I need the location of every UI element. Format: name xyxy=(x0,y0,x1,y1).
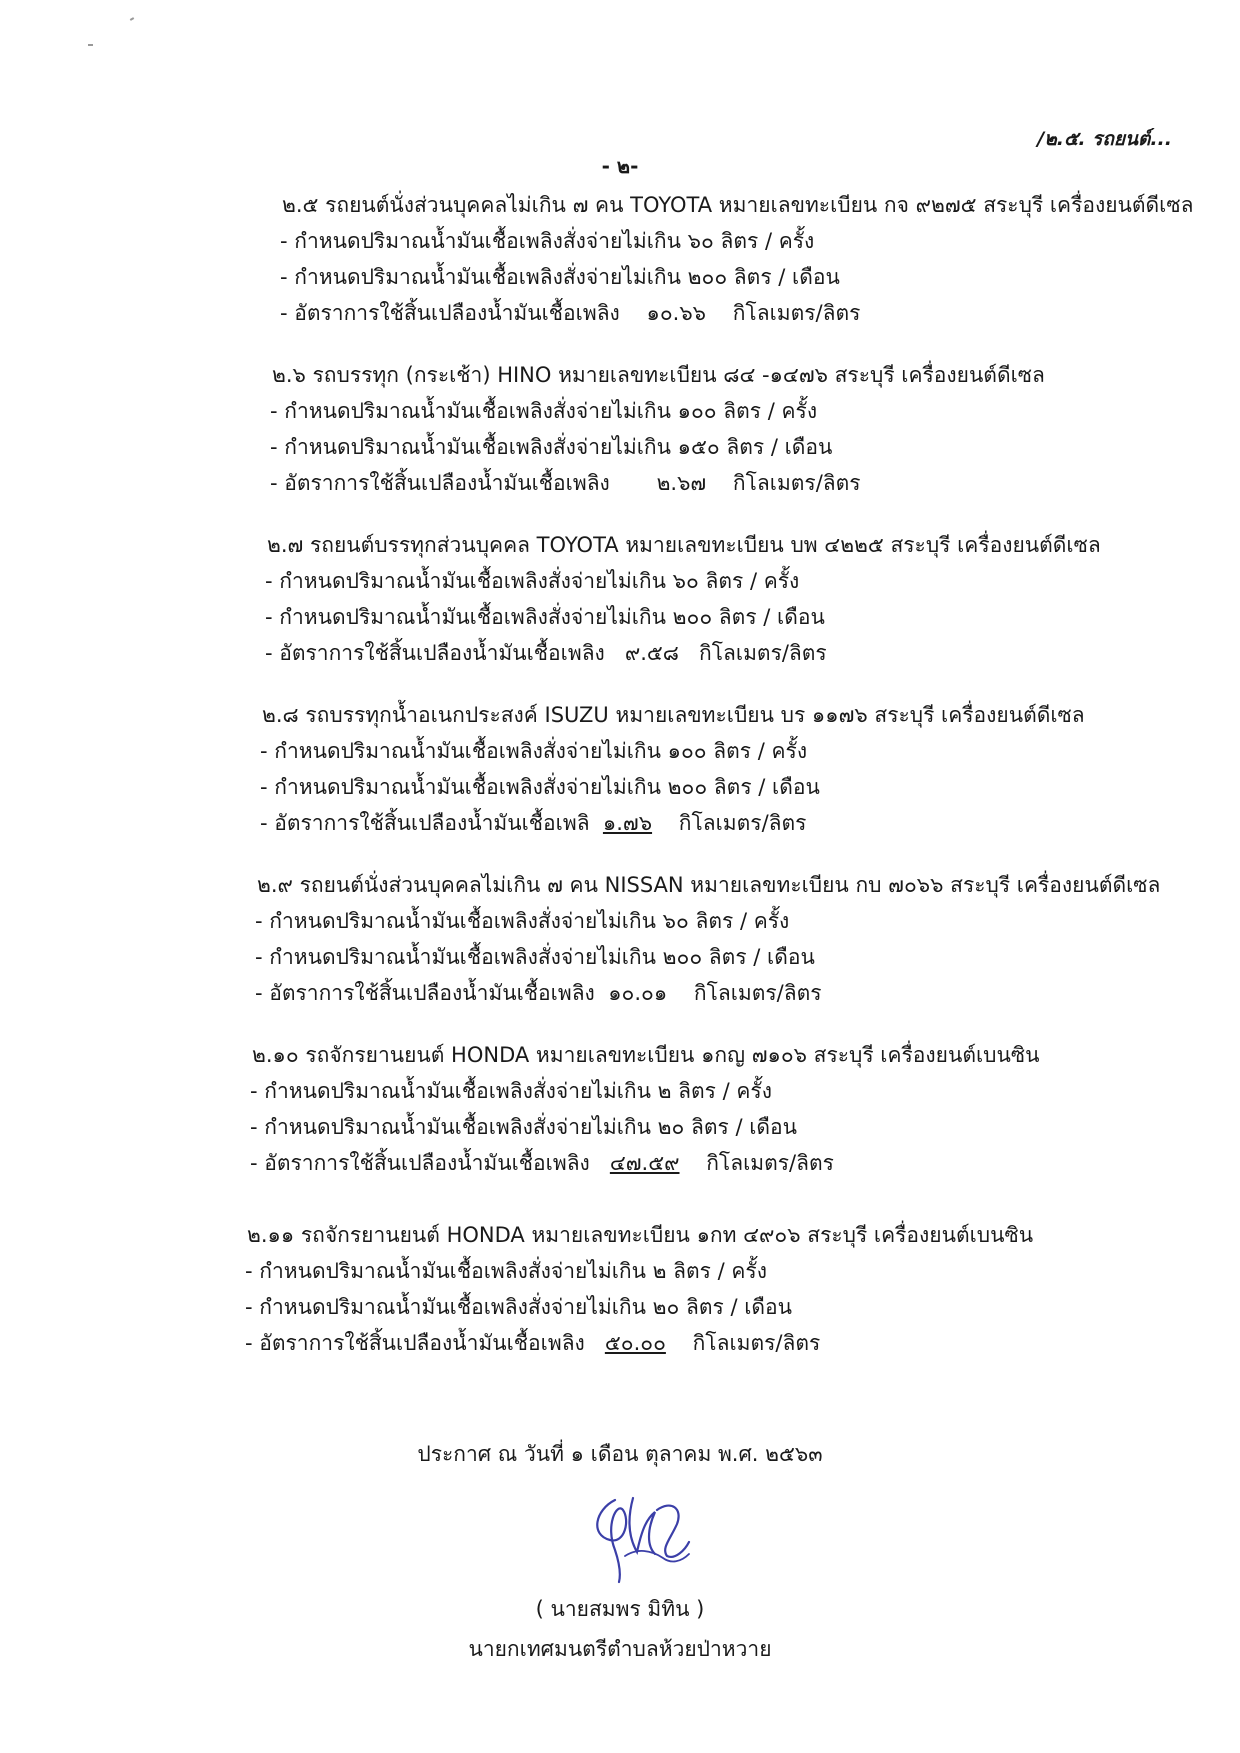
rate-value: ๑๐.๐๑ xyxy=(608,981,668,1005)
section-title: ๒.๑๐ รถจักรยานยนต์ HONDA หมายเลขทะเบียน ๑กญ ๗๑๐๖ สระบุรี เครื่องยนต์เบนซิน xyxy=(252,1043,1040,1067)
rate-unit: กิโลเมตร/ลิตร xyxy=(706,1151,834,1175)
consumption-rate xyxy=(255,975,1160,1011)
scan-speck xyxy=(88,44,93,46)
vehicle-section xyxy=(262,697,1085,841)
consumption-rate xyxy=(260,805,1085,841)
consumption-rate xyxy=(250,1145,1039,1181)
rate-unit: กิโลเมตร/ลิตร xyxy=(692,1331,821,1355)
per-trip-limit: - กำหนดปริมาณน้ำมันเชื้อเพลิงสั่งจ่ายไม่เกิน ๒ ลิตร / ครั้ง xyxy=(245,1259,767,1283)
rate-label: - อัตราการใช้สิ้นเปลืองน้ำมันเชื้อเพลิง xyxy=(250,1151,590,1175)
rate-value: ๙.๕๘ xyxy=(624,641,680,665)
per-month-limit: - กำหนดปริมาณน้ำมันเชื้อเพลิงสั่งจ่ายไม่เกิน ๒๐๐ ลิตร / เดือน xyxy=(265,605,825,629)
rate-label: - อัตราการใช้สิ้นเปลืองน้ำมันเชื้อเพลิง xyxy=(280,301,620,325)
rate-unit: กิโลเมตร/ลิตร xyxy=(732,471,861,495)
rate-value: ๒.๖๗ xyxy=(656,471,707,495)
section-title: ๒.๙ รถยนต์นั่งส่วนบุคคลไม่เกิน ๗ คน NISSAN หมายเลขทะเบียน กบ ๗๐๖๖ สระบุรี เครื่องยนต์ดีเซล xyxy=(257,873,1161,897)
scan-speck xyxy=(130,17,134,21)
per-trip-limit: - กำหนดปริมาณน้ำมันเชื้อเพลิงสั่งจ่ายไม่เกิน ๑๐๐ ลิตร / ครั้ง xyxy=(270,399,818,423)
signature-image xyxy=(585,1490,695,1585)
vehicle-section xyxy=(282,187,1193,331)
continuation-marker: /๒.๕. รถยนต์... xyxy=(1037,128,1172,150)
vehicle-section xyxy=(257,867,1160,1011)
per-month-limit: - กำหนดปริมาณน้ำมันเชื้อเพลิงสั่งจ่ายไม่เกิน ๒๐ ลิตร / เดือน xyxy=(245,1295,792,1319)
per-trip-limit: - กำหนดปริมาณน้ำมันเชื้อเพลิงสั่งจ่ายไม่เกิน ๑๐๐ ลิตร / ครั้ง xyxy=(260,739,808,763)
signer-name: ( นายสมพร มิทิน ) xyxy=(535,1597,705,1621)
per-month-limit: - กำหนดปริมาณน้ำมันเชื้อเพลิงสั่งจ่ายไม่เกิน ๒๐๐ ลิตร / เดือน xyxy=(255,945,815,969)
section-title: ๒.๖ รถบรรทุก (กระเช้า) HINO หมายเลขทะเบียน ๘๔ -๑๔๗๖ สระบุรี เครื่องยนต์ดีเซล xyxy=(272,363,1045,387)
rate-value: ๕๐.๐๐ xyxy=(604,1331,666,1355)
rate-value: ๑๐.๖๖ xyxy=(646,301,707,325)
rate-value: ๔๗.๕๙ xyxy=(609,1151,680,1175)
rate-label: - อัตราการใช้สิ้นเปลืองน้ำมันเชื้อเพลิ xyxy=(260,811,590,835)
rate-value: ๑.๗๖ xyxy=(602,811,653,835)
per-month-limit: - กำหนดปริมาณน้ำมันเชื้อเพลิงสั่งจ่ายไม่เกิน ๒๐ ลิตร / เดือน xyxy=(250,1115,797,1139)
vehicle-section xyxy=(247,1217,1033,1361)
per-trip-limit: - กำหนดปริมาณน้ำมันเชื้อเพลิงสั่งจ่ายไม่เกิน ๖๐ ลิตร / ครั้ง xyxy=(280,229,815,253)
rate-label: - อัตราการใช้สิ้นเปลืองน้ำมันเชื้อเพลิง xyxy=(265,641,605,665)
consumption-rate xyxy=(270,465,1045,501)
section-title: ๒.๑๑ รถจักรยานยนต์ HONDA หมายเลขทะเบียน ๑กท ๔๙๐๖ สระบุรี เครื่องยนต์เบนซิน xyxy=(247,1223,1034,1247)
rate-label: - อัตราการใช้สิ้นเปลืองน้ำมันเชื้อเพลิง xyxy=(270,471,610,495)
rate-unit: กิโลเมตร/ลิตร xyxy=(678,811,807,835)
per-trip-limit: - กำหนดปริมาณน้ำมันเชื้อเพลิงสั่งจ่ายไม่เกิน ๒ ลิตร / ครั้ง xyxy=(250,1079,772,1103)
consumption-rate xyxy=(245,1325,1033,1361)
rate-unit: กิโลเมตร/ลิตร xyxy=(699,641,827,665)
vehicle-section xyxy=(252,1037,1039,1181)
rate-label: - อัตราการใช้สิ้นเปลืองน้ำมันเชื้อเพลิง xyxy=(255,981,595,1005)
page-number: - ๒- xyxy=(601,154,639,178)
announcement-date: ประกาศ ณ วันที่ ๑ เดือน ตุลาคม พ.ศ. ๒๕๖๓ xyxy=(417,1442,823,1466)
vehicle-section xyxy=(267,527,1101,671)
signer-title: นายกเทศมนตรีตำบลห้วยป่าหวาย xyxy=(468,1637,772,1661)
rate-unit: กิโลเมตร/ลิตร xyxy=(693,981,822,1005)
per-month-limit: - กำหนดปริมาณน้ำมันเชื้อเพลิงสั่งจ่ายไม่เกิน ๒๐๐ ลิตร / เดือน xyxy=(280,265,840,289)
consumption-rate xyxy=(280,295,1193,331)
consumption-rate xyxy=(265,635,1101,671)
per-month-limit: - กำหนดปริมาณน้ำมันเชื้อเพลิงสั่งจ่ายไม่เกิน ๒๐๐ ลิตร / เดือน xyxy=(260,775,820,799)
per-trip-limit: - กำหนดปริมาณน้ำมันเชื้อเพลิงสั่งจ่ายไม่เกิน ๖๐ ลิตร / ครั้ง xyxy=(265,569,800,593)
vehicle-section xyxy=(272,357,1045,501)
rate-unit: กิโลเมตร/ลิตร xyxy=(732,301,861,325)
section-title: ๒.๘ รถบรรทุกน้ำอเนกประสงค์ ISUZU หมายเลขทะเบียน บร ๑๑๗๖ สระบุรี เครื่องยนต์ดีเซล xyxy=(262,703,1085,727)
rate-label: - อัตราการใช้สิ้นเปลืองน้ำมันเชื้อเพลิง xyxy=(245,1331,585,1355)
per-trip-limit: - กำหนดปริมาณน้ำมันเชื้อเพลิงสั่งจ่ายไม่เกิน ๖๐ ลิตร / ครั้ง xyxy=(255,909,790,933)
per-month-limit: - กำหนดปริมาณน้ำมันเชื้อเพลิงสั่งจ่ายไม่เกิน ๑๕๐ ลิตร / เดือน xyxy=(270,435,833,459)
section-title: ๒.๕ รถยนต์นั่งส่วนบุคคลไม่เกิน ๗ คน TOYOTA หมายเลขทะเบียน กจ ๙๒๗๕ สระบุรี เครื่องยนต์ดีเซล xyxy=(282,193,1194,217)
section-title: ๒.๗ รถยนต์บรรทุกส่วนบุคคล TOYOTA หมายเลขทะเบียน บพ ๔๒๒๕ สระบุรี เครื่องยนต์ดีเซล xyxy=(267,533,1101,557)
